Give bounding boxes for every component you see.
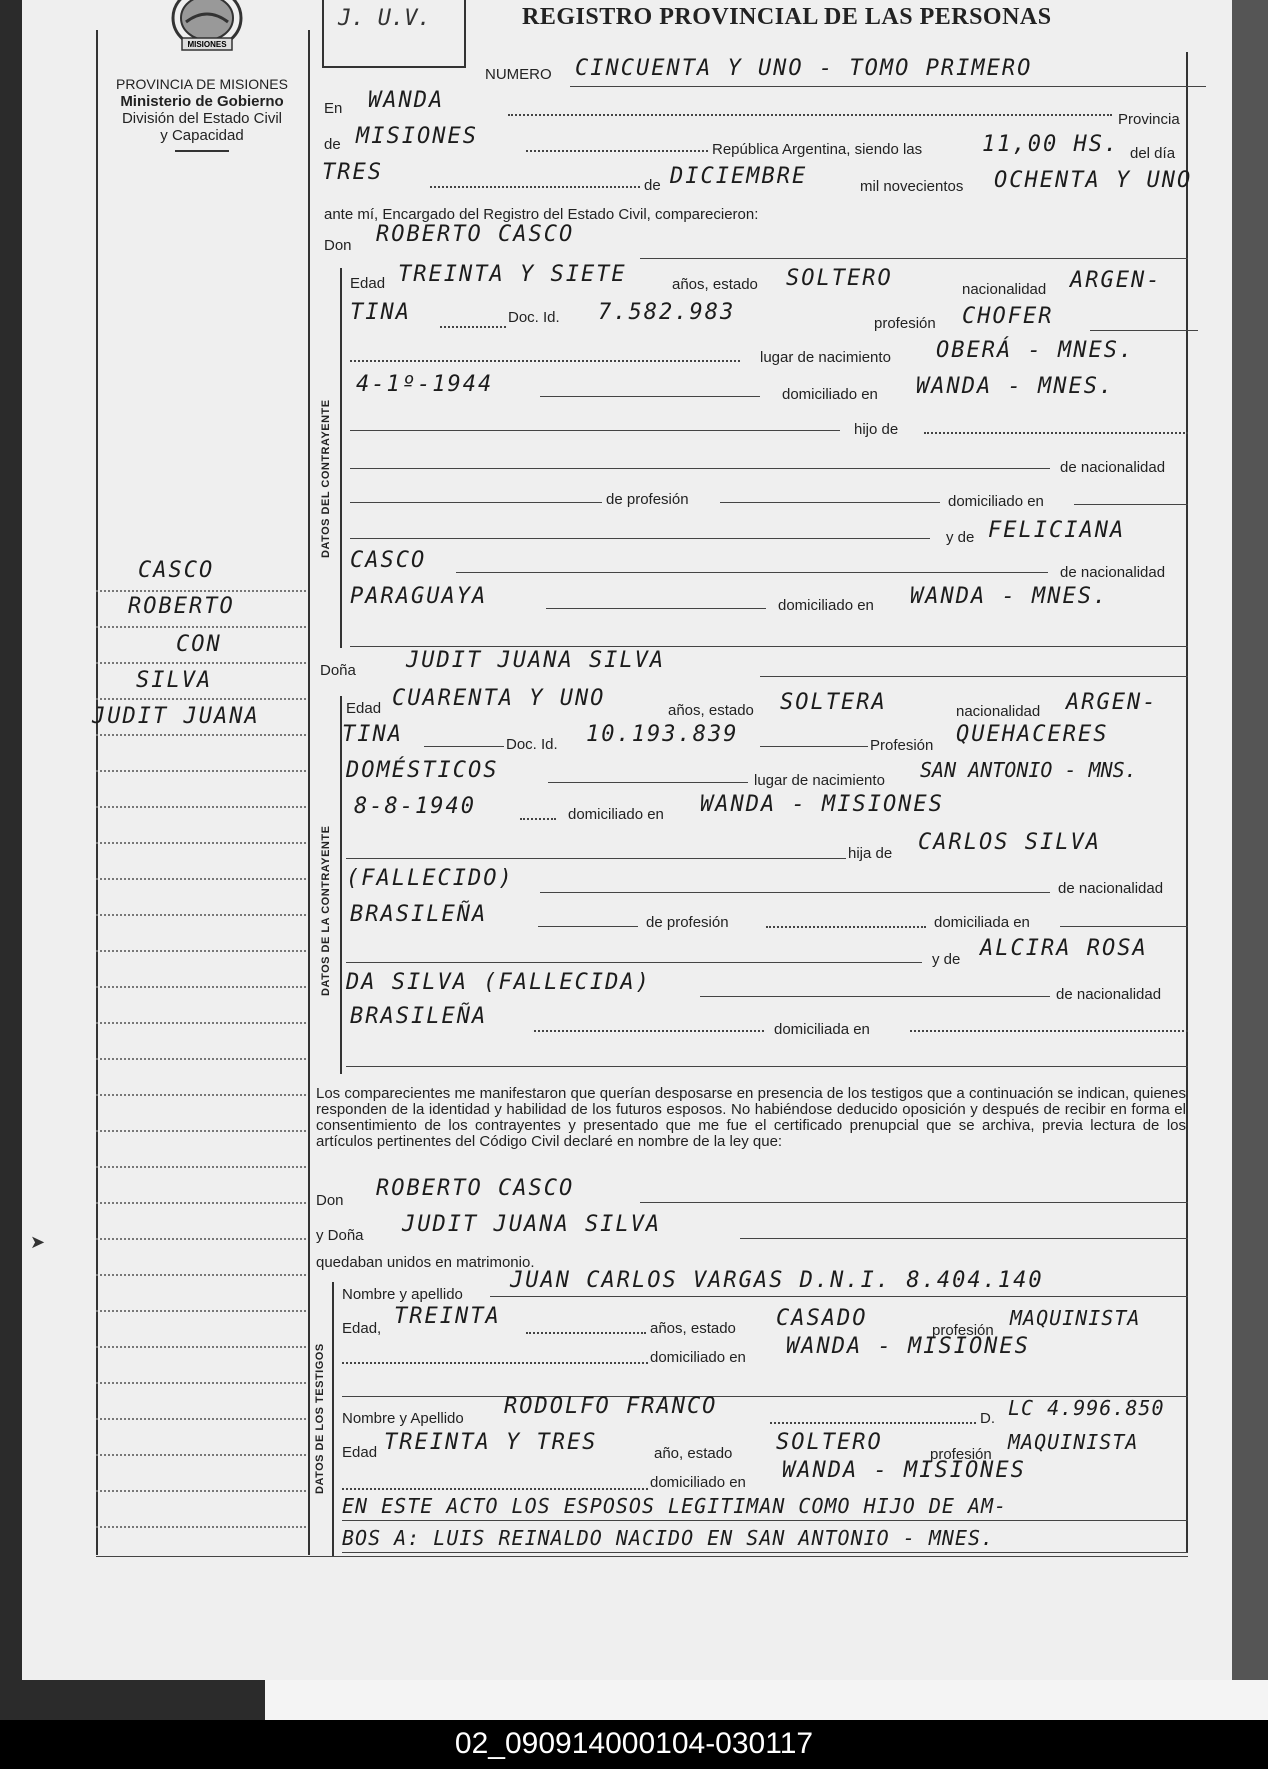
t1-estado-label: años, estado bbox=[650, 1320, 736, 1337]
de-nacionalidad-label: de nacionalidad bbox=[1058, 880, 1164, 897]
margin-rule bbox=[96, 590, 306, 592]
dona-label: Doña bbox=[320, 662, 356, 679]
fecha-nac-value: 4-1º-1944 bbox=[356, 372, 494, 397]
t1-domicilio-value: WANDA - MISIONES bbox=[786, 1334, 1030, 1359]
margin-name: CASCO bbox=[138, 558, 215, 583]
margin-rule bbox=[96, 626, 306, 628]
hija-de-label: hija de bbox=[848, 845, 893, 862]
t1-edad-value: TREINTA bbox=[394, 1304, 501, 1329]
rule bbox=[346, 858, 846, 859]
anos-estado-label: años, estado bbox=[672, 276, 758, 293]
rule bbox=[350, 360, 740, 362]
madre-domiciliado-label: domiciliado en bbox=[778, 597, 874, 614]
margin-rule bbox=[96, 842, 306, 844]
t2-doc-value: LC 4.996.850 bbox=[1008, 1396, 1165, 1420]
closing-text: quedaban unidos en matrimonio. bbox=[316, 1254, 535, 1271]
margin-rule bbox=[96, 1166, 306, 1168]
rule bbox=[350, 430, 840, 431]
margin-rule bbox=[96, 806, 306, 808]
t1-nombre-value: JUAN CARLOS VARGAS D.N.I. 8.404.140 bbox=[510, 1268, 1044, 1293]
declared-don-name: ROBERTO CASCO bbox=[376, 1176, 575, 1201]
rule bbox=[350, 646, 1188, 647]
margin-rule bbox=[96, 1382, 306, 1384]
rule bbox=[766, 926, 926, 928]
bottom-rule bbox=[96, 1556, 1188, 1557]
de-label: de bbox=[324, 136, 341, 153]
nacionalidad-value: ARGEN- bbox=[1066, 690, 1158, 715]
nacionalidad-value: ARGEN- bbox=[1070, 268, 1162, 293]
rule bbox=[720, 502, 940, 503]
don-label: Don bbox=[324, 237, 352, 254]
t2-doc-label: D. bbox=[980, 1410, 995, 1427]
margin-rule bbox=[96, 1058, 306, 1060]
rule bbox=[1074, 504, 1188, 505]
year-value: OCHENTA Y UNO bbox=[994, 168, 1193, 193]
rule bbox=[640, 258, 1188, 259]
estado-value: SOLTERA bbox=[780, 690, 887, 715]
margin-rule bbox=[96, 1418, 306, 1420]
rule bbox=[548, 782, 748, 783]
de-nacionalidad-label: de nacionalidad bbox=[1060, 459, 1166, 476]
rule bbox=[520, 818, 556, 820]
doc-value: 10.193.839 bbox=[586, 722, 739, 747]
nacionalidad-label: nacionalidad bbox=[962, 281, 1047, 298]
contrayente-section-label: DATOS DEL CONTRAYENTE bbox=[320, 399, 332, 558]
estado-value: SOLTERO bbox=[786, 266, 893, 291]
t1-profesion-value: MAQUINISTA bbox=[1010, 1306, 1141, 1330]
margin-rule bbox=[96, 1130, 306, 1132]
margin-rule bbox=[96, 1310, 306, 1312]
rule bbox=[350, 538, 930, 539]
madre-domicilio: WANDA - MNES. bbox=[910, 584, 1109, 609]
t1-edad-label: Edad, bbox=[342, 1320, 382, 1337]
t2-estado-value: SOLTERO bbox=[776, 1430, 883, 1455]
margin-name: ROBERTO bbox=[128, 594, 235, 619]
edad-value: CUARENTA Y UNO bbox=[392, 686, 606, 711]
rule bbox=[640, 1202, 1188, 1203]
rule bbox=[700, 996, 1050, 997]
month-value: DICIEMBRE bbox=[670, 164, 808, 189]
pin-mark-icon: ➤ bbox=[30, 1232, 46, 1252]
madre-surname: DA SILVA (FALLECIDA) bbox=[346, 970, 651, 995]
margin-rule bbox=[96, 1202, 306, 1204]
madre-domiciliada-label: domiciliada en bbox=[774, 1021, 870, 1038]
hijo-de-label: hijo de bbox=[854, 421, 899, 438]
republica-label: República Argentina, siendo las bbox=[712, 141, 923, 158]
t1-estado-value: CASADO bbox=[776, 1306, 868, 1331]
seal-text: MISIONES bbox=[187, 40, 227, 49]
left-margin-column bbox=[96, 30, 310, 1555]
domicilio-value: WANDA - MNES. bbox=[916, 374, 1115, 399]
division-line-1: División del Estado Civil bbox=[121, 110, 283, 127]
legitimation-note-line-2: BOS A: LUIS REINALDO NACIDO EN SAN ANTONIO - MNES. bbox=[342, 1526, 995, 1550]
rule bbox=[342, 1362, 648, 1364]
section-bracket bbox=[332, 1282, 334, 1556]
t2-profesion-label: profesión bbox=[930, 1446, 992, 1463]
province-value: MISIONES bbox=[356, 124, 478, 149]
rule bbox=[350, 502, 602, 503]
section-bracket bbox=[340, 696, 342, 1074]
margin-rule bbox=[96, 1274, 306, 1276]
t2-domicilio-value: WANDA - MISIONES bbox=[782, 1458, 1026, 1483]
domiciliado-label: domiciliado en bbox=[568, 806, 664, 823]
domicilio-value: WANDA - MISIONES bbox=[700, 792, 944, 817]
domiciliada-label: domiciliada en bbox=[934, 914, 1030, 931]
t2-estado-label: año, estado bbox=[654, 1445, 733, 1462]
scan-code: 02_090914000104-030117 bbox=[0, 1720, 1268, 1769]
division-line-2: y Capacidad bbox=[160, 127, 244, 144]
profesion-value: CHOFER bbox=[962, 304, 1054, 329]
de-month-label: de bbox=[644, 177, 661, 194]
nacionalidad-cont: TINA bbox=[342, 722, 403, 747]
rule bbox=[910, 1030, 1188, 1032]
profesion-value: QUEHACERES bbox=[956, 722, 1109, 747]
ministry-label: Ministerio de Gobierno bbox=[120, 93, 284, 110]
lugar-label: lugar de nacimiento bbox=[754, 772, 885, 789]
rule bbox=[534, 1030, 764, 1032]
rule bbox=[346, 1066, 1188, 1067]
rule bbox=[430, 186, 640, 188]
t1-nombre-label: Nombre y apellido bbox=[342, 1286, 463, 1303]
t2-edad-label: Edad bbox=[342, 1444, 378, 1461]
rule bbox=[546, 608, 766, 609]
legitimation-note-line-1: EN ESTE ACTO LOS ESPOSOS LEGITIMAN COMO HIJO DE AM- bbox=[342, 1494, 1008, 1518]
profesion-cont: DOMÉSTICOS bbox=[346, 758, 499, 783]
divider bbox=[175, 150, 229, 152]
madre-nacionalidad: BRASILEÑA bbox=[350, 1004, 488, 1029]
de-profesion-label: de profesión bbox=[646, 914, 729, 931]
anos-estado-label: años, estado bbox=[668, 702, 754, 719]
rule bbox=[490, 1296, 1188, 1297]
padre-name: CARLOS SILVA bbox=[918, 830, 1101, 855]
left-header bbox=[96, 76, 308, 152]
section-bracket bbox=[340, 268, 342, 648]
padre-nacionalidad: BRASILEÑA bbox=[350, 902, 488, 927]
margin-rule bbox=[96, 986, 306, 988]
contrayente-f-name: JUDIT JUANA SILVA bbox=[406, 648, 666, 673]
edad-value: TREINTA Y SIETE bbox=[398, 262, 627, 287]
margin-rule bbox=[96, 878, 306, 880]
rule bbox=[770, 1422, 976, 1424]
margin-rule bbox=[96, 1346, 306, 1348]
rule bbox=[342, 1520, 1188, 1521]
t2-domicilio-label: domiciliado en bbox=[650, 1474, 746, 1491]
margin-rule bbox=[96, 914, 306, 916]
t2-profesion-value: MAQUINISTA bbox=[1008, 1430, 1139, 1454]
margin-rule bbox=[96, 1238, 306, 1240]
del-dia-label: del día bbox=[1130, 145, 1176, 162]
testigos-section-label: DATOS DE LOS TESTIGOS bbox=[314, 1343, 326, 1494]
declaration-paragraph: Los comparecientes me manifestaron que querían desposarse en presencia de los testigos que a continuación se indican, quienes responden de la identidad y habilidad de los futuros esposos. No habiéndose deducido oposición y después de recibir en forma el consentimiento de los contrayentes y presentado que me fue el certificado prenupcial que se archiva, previa lectura de los artículos pertinentes del Código Civil declaré en nombre de la ley que: bbox=[316, 1085, 1186, 1150]
doc-label: Doc. Id. bbox=[506, 736, 558, 753]
rule bbox=[760, 746, 868, 747]
de-nacionalidad-label-2: de nacionalidad bbox=[1060, 564, 1166, 581]
rule bbox=[540, 892, 1050, 893]
rule bbox=[350, 468, 1050, 469]
t2-nombre-label: Nombre y Apellido bbox=[342, 1410, 464, 1427]
right-border bbox=[1186, 52, 1188, 1552]
lugar-value: OBERÁ - MNES. bbox=[936, 338, 1135, 363]
margin-rule bbox=[96, 1022, 306, 1024]
lugar-value: SAN ANTONIO - MNS. bbox=[920, 758, 1137, 782]
padre-nota: (FALLECIDO) bbox=[346, 866, 514, 891]
rule bbox=[1060, 926, 1188, 927]
mil-label: mil novecientos bbox=[860, 178, 964, 195]
profesion-label: Profesión bbox=[870, 737, 934, 754]
madre-nacionalidad: PARAGUAYA bbox=[350, 584, 488, 609]
doc-value: 7.582.983 bbox=[598, 300, 736, 325]
fecha-nac-value: 8-8-1940 bbox=[354, 794, 476, 819]
numero-label: NUMERO bbox=[485, 66, 552, 83]
rule bbox=[1090, 330, 1198, 331]
doc-label: Doc. Id. bbox=[508, 309, 560, 326]
rule bbox=[342, 1552, 1188, 1553]
rule bbox=[760, 676, 1188, 677]
rule bbox=[526, 1332, 646, 1334]
contrayente-name: ROBERTO CASCO bbox=[376, 222, 575, 247]
book-edge bbox=[1232, 0, 1268, 1700]
rule bbox=[456, 572, 1048, 573]
margin-name: JUDIT JUANA bbox=[92, 704, 260, 729]
domiciliado-label: domiciliado en bbox=[782, 386, 878, 403]
domiciliado-en-label: domiciliado en bbox=[948, 493, 1044, 510]
province-label: PROVINCIA DE MISIONES bbox=[116, 76, 288, 92]
t2-edad-value: TREINTA Y TRES bbox=[384, 1430, 598, 1455]
de-nacionalidad-label-2: de nacionalidad bbox=[1056, 986, 1162, 1003]
dona-label: y Doña bbox=[316, 1227, 364, 1244]
rule bbox=[342, 1488, 648, 1490]
rule bbox=[924, 432, 1188, 434]
de-profesion-label: de profesión bbox=[606, 491, 689, 508]
don-label: Don bbox=[316, 1192, 344, 1209]
margin-name: CON bbox=[176, 632, 222, 657]
madre-name: FELICIANA bbox=[988, 518, 1126, 543]
rule bbox=[424, 746, 504, 747]
declared-dona-name: JUDIT JUANA SILVA bbox=[402, 1212, 662, 1237]
page-title: REGISTRO PROVINCIAL DE LAS PERSONAS bbox=[522, 4, 1052, 30]
nacionalidad-cont: TINA bbox=[350, 300, 411, 325]
y-de-label: y de bbox=[932, 951, 961, 968]
provincia-label: Provincia bbox=[1118, 111, 1180, 128]
rule bbox=[570, 86, 1206, 87]
rule bbox=[526, 150, 708, 152]
margin-name: SILVA bbox=[136, 668, 213, 693]
margin-rule bbox=[96, 698, 306, 700]
margin-rule bbox=[96, 1454, 306, 1456]
numero-value: CINCUENTA Y UNO - TOMO PRIMERO bbox=[575, 56, 1033, 81]
rule bbox=[538, 926, 638, 927]
margin-rule bbox=[96, 1526, 306, 1528]
rule bbox=[440, 326, 506, 328]
edad-label: Edad bbox=[346, 700, 382, 717]
margin-rule bbox=[96, 770, 306, 772]
t2-nombre-value: RODOLFO FRANCO bbox=[504, 1394, 718, 1419]
margin-rule bbox=[96, 662, 306, 664]
ante-mi-text: ante mí, Encargado del Registro del Estado Civil, comparecieron: bbox=[324, 206, 759, 223]
nacionalidad-label: nacionalidad bbox=[956, 703, 1041, 720]
rule bbox=[740, 1238, 1188, 1239]
place-value: WANDA bbox=[368, 88, 445, 113]
rule bbox=[540, 396, 760, 397]
madre-name: ALCIRA ROSA bbox=[980, 936, 1148, 961]
contrayente-f-section-label: DATOS DE LA CONTRAYENTE bbox=[320, 825, 332, 996]
day-value: TRES bbox=[322, 160, 383, 185]
rule bbox=[346, 962, 922, 963]
t1-profesion-label: profesión bbox=[932, 1322, 994, 1339]
clerk-initials: J. U.V. bbox=[338, 6, 431, 31]
margin-rule bbox=[96, 1490, 306, 1492]
margin-rule bbox=[96, 950, 306, 952]
margin-rule bbox=[96, 1094, 306, 1096]
rule bbox=[508, 114, 1112, 116]
t1-domicilio-label: domiciliado en bbox=[650, 1349, 746, 1366]
madre-surname: CASCO bbox=[350, 548, 427, 573]
profesion-label: profesión bbox=[874, 315, 936, 332]
edad-label: Edad bbox=[350, 275, 386, 292]
y-de-label: y de bbox=[946, 529, 975, 546]
lugar-label: lugar de nacimiento bbox=[760, 349, 891, 366]
page-bottom-strip bbox=[265, 1680, 1268, 1720]
time-value: 11,00 HS. bbox=[982, 132, 1120, 157]
margin-rule bbox=[96, 734, 306, 736]
en-label: En bbox=[324, 100, 343, 117]
